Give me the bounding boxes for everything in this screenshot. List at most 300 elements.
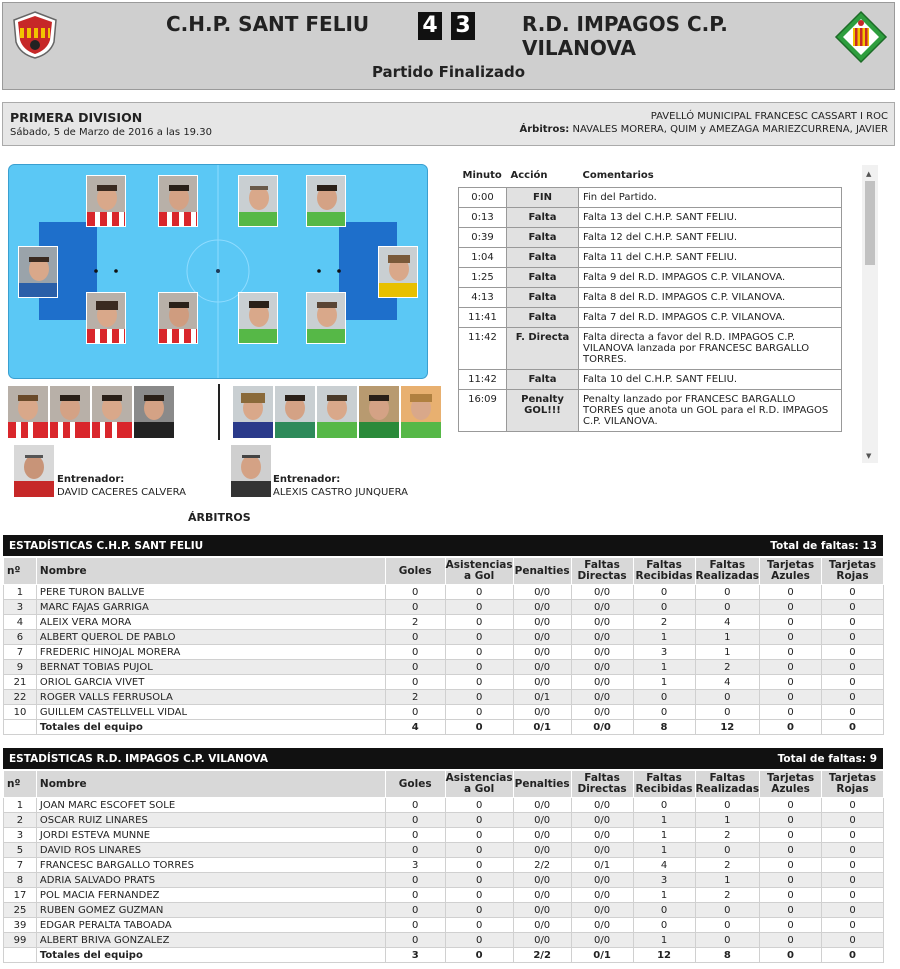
events-header-minute: Minuto bbox=[462, 170, 502, 182]
stat-cell: 9 bbox=[4, 660, 37, 675]
event-row bbox=[459, 227, 842, 247]
stats-row bbox=[4, 660, 884, 675]
totals-cell: 0/1 bbox=[513, 720, 571, 735]
stat-cell: 0/0 bbox=[571, 630, 633, 645]
home-score: 4 bbox=[418, 12, 442, 40]
stat-cell: 0 bbox=[445, 888, 513, 903]
events-table bbox=[458, 165, 842, 432]
stat-cell: 0/0 bbox=[513, 585, 571, 600]
stat-cell: 0 bbox=[445, 903, 513, 918]
stat-cell: 0 bbox=[445, 828, 513, 843]
stat-cell: 0/0 bbox=[513, 615, 571, 630]
event-comment: Fin del Partido. bbox=[579, 187, 842, 207]
event-minute: 1:25 bbox=[459, 267, 507, 287]
stat-cell: 0 bbox=[822, 858, 884, 873]
stat-cell: 5 bbox=[4, 843, 37, 858]
away-bench-photo[interactable] bbox=[233, 386, 273, 438]
stats-row bbox=[4, 600, 884, 615]
home-player-photo[interactable] bbox=[86, 175, 126, 227]
stat-cell: 0/0 bbox=[513, 918, 571, 933]
stat-cell: 0/0 bbox=[571, 933, 633, 948]
stat-cell: 1 bbox=[633, 813, 695, 828]
stat-cell: 1 bbox=[4, 798, 37, 813]
stat-cell: 0 bbox=[821, 660, 883, 675]
player-name[interactable]: ROGER VALLS FERRUSOLA bbox=[36, 690, 385, 705]
stats-header: Tarjetas Rojas bbox=[822, 771, 884, 798]
stat-cell: 21 bbox=[4, 675, 37, 690]
stat-cell: 2 bbox=[695, 828, 760, 843]
futsal-pitch bbox=[8, 164, 428, 379]
stats-header: Asistencias a Gol bbox=[445, 771, 513, 798]
home-player-photo[interactable] bbox=[158, 175, 198, 227]
away-player-photo[interactable] bbox=[306, 175, 346, 227]
referees-title: ÁRBITROS bbox=[188, 511, 251, 524]
referees-names: NAVALES MORERA, QUIM y AMEZAGA MARIEZCURRENA, JAVIER bbox=[572, 124, 888, 135]
stat-cell: 4 bbox=[4, 615, 37, 630]
stats-header: Tarjetas Azules bbox=[760, 771, 822, 798]
stats-row bbox=[4, 585, 884, 600]
event-minute: 11:42 bbox=[459, 369, 507, 389]
home-team-name[interactable]: C.H.P. SANT FELIU bbox=[166, 12, 370, 36]
event-row bbox=[459, 389, 842, 431]
stat-cell: 0 bbox=[385, 933, 445, 948]
away-bench-photo[interactable] bbox=[317, 386, 357, 438]
player-name[interactable]: OSCAR RUIZ LINARES bbox=[36, 813, 385, 828]
stat-cell: 0/0 bbox=[571, 828, 633, 843]
stats-header: Goles bbox=[385, 771, 445, 798]
player-name[interactable]: ALEIX VERA MORA bbox=[36, 615, 385, 630]
stat-cell: 0 bbox=[385, 918, 445, 933]
stat-cell: 0 bbox=[445, 660, 513, 675]
stat-cell: 0/0 bbox=[571, 918, 633, 933]
stats-row bbox=[4, 690, 884, 705]
player-name[interactable]: PERE TURON BALLVE bbox=[36, 585, 385, 600]
stat-cell: 0 bbox=[821, 705, 883, 720]
stat-cell: 0 bbox=[445, 690, 513, 705]
away-goalkeeper-photo[interactable] bbox=[378, 246, 418, 298]
stat-cell: 0 bbox=[633, 903, 695, 918]
event-action: Falta bbox=[507, 267, 579, 287]
home-coach-photo[interactable] bbox=[14, 445, 54, 497]
stat-cell: 0/0 bbox=[513, 873, 571, 888]
stat-cell: 0 bbox=[633, 600, 695, 615]
stats-row bbox=[4, 630, 884, 645]
totals-cell: 0 bbox=[445, 948, 513, 963]
player-name[interactable]: JOAN MARC ESCOFET SOLE bbox=[36, 798, 385, 813]
stat-cell: 1 bbox=[633, 843, 695, 858]
player-name[interactable]: ADRIA SALVADO PRATS bbox=[36, 873, 385, 888]
venue: PAVELLÓ MUNICIPAL FRANCESC CASSART I ROC bbox=[650, 111, 888, 122]
home-coach-label: Entrenador: bbox=[57, 474, 125, 485]
away-player-photo[interactable] bbox=[238, 175, 278, 227]
totals-cell: Totales del equipo bbox=[36, 948, 385, 963]
event-comment: Penalty lanzado por FRANCESC BARGALLO TORRES que anota un GOL para el R.D. IMPAGOS C.P. VILANOVA. bbox=[579, 389, 842, 431]
stat-cell: 0 bbox=[385, 903, 445, 918]
stat-cell: 0 bbox=[695, 918, 760, 933]
player-name[interactable]: ALBERT BRIVA GONZALEZ bbox=[36, 933, 385, 948]
stats-header: Faltas Recibidas bbox=[633, 771, 695, 798]
stat-cell: 0 bbox=[445, 798, 513, 813]
stat-cell: 4 bbox=[633, 858, 695, 873]
home-total-fouls: Total de faltas: 13 bbox=[770, 540, 877, 552]
stats-row bbox=[4, 798, 884, 813]
event-comment: Falta 12 del C.H.P. SANT FELIU. bbox=[579, 227, 842, 247]
stat-cell: 0 bbox=[385, 660, 445, 675]
stat-cell: 1 bbox=[633, 888, 695, 903]
stat-cell: 0 bbox=[821, 675, 883, 690]
away-stats-title: ESTADÍSTICAS R.D. IMPAGOS C.P. VILANOVA bbox=[9, 753, 269, 765]
stat-cell: 0/0 bbox=[513, 813, 571, 828]
event-row bbox=[459, 307, 842, 327]
stat-cell: 0/0 bbox=[571, 615, 633, 630]
stat-cell: 0 bbox=[445, 843, 513, 858]
stat-cell: 1 bbox=[633, 933, 695, 948]
player-name[interactable]: FREDERIC HINOJAL MORERA bbox=[36, 645, 385, 660]
stat-cell: 0 bbox=[445, 645, 513, 660]
stats-row bbox=[4, 645, 884, 660]
player-name[interactable]: FRANCESC BARGALLO TORRES bbox=[36, 858, 385, 873]
stat-cell: 2 bbox=[695, 888, 760, 903]
event-action: FIN bbox=[507, 187, 579, 207]
stat-cell: 4 bbox=[695, 615, 760, 630]
stat-cell: 3 bbox=[633, 873, 695, 888]
stat-cell: 0 bbox=[760, 933, 822, 948]
stat-cell: 0/0 bbox=[513, 933, 571, 948]
stat-cell: 99 bbox=[4, 933, 37, 948]
stat-cell: 0 bbox=[633, 798, 695, 813]
stat-cell: 0 bbox=[760, 903, 822, 918]
event-comment: Falta 8 del R.D. IMPAGOS C.P. VILANOVA. bbox=[579, 287, 842, 307]
stat-cell: 0 bbox=[821, 630, 883, 645]
stats-row bbox=[4, 888, 884, 903]
stat-cell: 0/0 bbox=[571, 888, 633, 903]
stat-cell: 0 bbox=[445, 933, 513, 948]
stat-cell: 2 bbox=[633, 615, 695, 630]
away-coach-photo[interactable] bbox=[231, 445, 271, 497]
home-stats-bar bbox=[3, 535, 883, 556]
event-row bbox=[459, 187, 842, 207]
referees-line bbox=[519, 124, 888, 135]
away-bench-photo[interactable] bbox=[275, 386, 315, 438]
away-stats-table bbox=[3, 770, 884, 963]
event-minute: 11:42 bbox=[459, 327, 507, 369]
stat-cell: 1 bbox=[633, 660, 695, 675]
stat-cell: 0 bbox=[760, 600, 822, 615]
stat-cell: 0/0 bbox=[571, 600, 633, 615]
stat-cell: 0/0 bbox=[571, 585, 633, 600]
stat-cell: 0/0 bbox=[513, 705, 571, 720]
events-header-action: Acción bbox=[510, 170, 548, 182]
stats-header: Nombre bbox=[36, 558, 385, 585]
totals-cell: 3 bbox=[385, 948, 445, 963]
stat-cell: 0 bbox=[821, 600, 883, 615]
referees-label: Árbitros: bbox=[519, 124, 570, 135]
stat-cell: 25 bbox=[4, 903, 37, 918]
stat-cell: 0 bbox=[822, 843, 884, 858]
stats-header: Tarjetas Azules bbox=[760, 558, 822, 585]
event-row bbox=[459, 267, 842, 287]
totals-cell: 0 bbox=[445, 720, 513, 735]
stats-header: Faltas Realizadas bbox=[695, 558, 760, 585]
player-name[interactable]: POL MACIA FERNANDEZ bbox=[36, 888, 385, 903]
stats-row bbox=[4, 843, 884, 858]
stat-cell: 0/0 bbox=[513, 660, 571, 675]
stat-cell: 0/0 bbox=[513, 828, 571, 843]
event-row bbox=[459, 369, 842, 389]
player-name[interactable]: ALBERT QUEROL DE PABLO bbox=[36, 630, 385, 645]
home-bench-photo[interactable] bbox=[8, 386, 48, 438]
stats-row bbox=[4, 813, 884, 828]
stat-cell: 0 bbox=[760, 873, 822, 888]
home-bench-photo[interactable] bbox=[134, 386, 174, 438]
event-comment: Falta directa a favor del R.D. IMPAGOS C.P. VILANOVA lanzada por FRANCESC BARGALLO TORRES. bbox=[579, 327, 842, 369]
stat-cell: 0/0 bbox=[571, 705, 633, 720]
stat-cell: 0 bbox=[385, 798, 445, 813]
stats-row bbox=[4, 903, 884, 918]
stats-header: Faltas Directas bbox=[571, 771, 633, 798]
player-name[interactable]: JORDI ESTEVA MUNNE bbox=[36, 828, 385, 843]
match-date: Sábado, 5 de Marzo de 2016 a las 19.30 bbox=[10, 127, 212, 138]
stat-cell: 0 bbox=[385, 705, 445, 720]
stat-cell: 0 bbox=[822, 933, 884, 948]
stat-cell: 4 bbox=[695, 675, 760, 690]
event-comment: Falta 11 del C.H.P. SANT FELIU. bbox=[579, 247, 842, 267]
stat-cell: 0/0 bbox=[571, 690, 633, 705]
away-coach-label: Entrenador: bbox=[273, 474, 341, 485]
stat-cell: 2 bbox=[4, 813, 37, 828]
event-comment: Falta 13 del C.H.P. SANT FELIU. bbox=[579, 207, 842, 227]
event-row bbox=[459, 287, 842, 307]
stat-cell: 0 bbox=[695, 585, 760, 600]
stat-cell: 1 bbox=[633, 675, 695, 690]
totals-cell: 0 bbox=[821, 720, 883, 735]
stat-cell: 1 bbox=[633, 630, 695, 645]
home-stats-title: ESTADÍSTICAS C.H.P. SANT FELIU bbox=[9, 540, 204, 552]
events-scrollbar[interactable] bbox=[862, 165, 878, 463]
event-action: Falta bbox=[507, 287, 579, 307]
stat-cell: 0 bbox=[445, 675, 513, 690]
stat-cell: 2 bbox=[695, 858, 760, 873]
stat-cell: 0/0 bbox=[571, 843, 633, 858]
stat-cell: 0 bbox=[695, 690, 760, 705]
stat-cell: 0 bbox=[760, 843, 822, 858]
stat-cell: 0/0 bbox=[571, 813, 633, 828]
stat-cell: 0 bbox=[760, 798, 822, 813]
stat-cell: 0 bbox=[445, 873, 513, 888]
event-comment: Falta 10 del C.H.P. SANT FELIU. bbox=[579, 369, 842, 389]
stat-cell: 0 bbox=[445, 813, 513, 828]
stat-cell: 0 bbox=[633, 705, 695, 720]
stat-cell: 0/0 bbox=[513, 888, 571, 903]
totals-cell: 0/1 bbox=[571, 948, 633, 963]
away-team-crest-icon bbox=[834, 10, 888, 64]
scroll-up-icon[interactable]: ▲ bbox=[866, 170, 872, 178]
stats-header: nº bbox=[4, 558, 37, 585]
totals-cell: 12 bbox=[695, 720, 760, 735]
stat-cell: 0 bbox=[822, 888, 884, 903]
bench-divider bbox=[218, 384, 220, 440]
stat-cell: 0 bbox=[760, 705, 822, 720]
stat-cell: 1 bbox=[695, 630, 760, 645]
stat-cell: 0/1 bbox=[571, 858, 633, 873]
totals-cell: 8 bbox=[695, 948, 760, 963]
stat-cell: 0 bbox=[760, 675, 822, 690]
stat-cell: 0 bbox=[760, 828, 822, 843]
stat-cell: 0 bbox=[633, 918, 695, 933]
stats-header: Tarjetas Rojas bbox=[821, 558, 883, 585]
home-goalkeeper-photo[interactable] bbox=[18, 246, 58, 298]
stat-cell: 8 bbox=[4, 873, 37, 888]
away-total-fouls: Total de faltas: 9 bbox=[777, 753, 877, 765]
away-player-photo[interactable] bbox=[238, 292, 278, 344]
stat-cell: 1 bbox=[633, 828, 695, 843]
stat-cell: 0/0 bbox=[571, 903, 633, 918]
event-minute: 1:04 bbox=[459, 247, 507, 267]
stat-cell: 1 bbox=[4, 585, 37, 600]
scrollbar-thumb[interactable] bbox=[865, 181, 875, 265]
player-name[interactable]: GUILLEM CASTELLVELL VIDAL bbox=[36, 705, 385, 720]
stat-cell: 0 bbox=[385, 585, 445, 600]
stat-cell: 0 bbox=[822, 798, 884, 813]
stat-cell: 7 bbox=[4, 645, 37, 660]
totals-cell: 0 bbox=[760, 720, 822, 735]
stat-cell: 22 bbox=[4, 690, 37, 705]
event-minute: 11:41 bbox=[459, 307, 507, 327]
stats-header: Faltas Recibidas bbox=[633, 558, 695, 585]
totals-cell: Totales del equipo bbox=[36, 720, 385, 735]
stat-cell: 17 bbox=[4, 888, 37, 903]
stat-cell: 7 bbox=[4, 858, 37, 873]
stat-cell: 3 bbox=[385, 858, 445, 873]
totals-cell bbox=[4, 720, 37, 735]
stat-cell: 3 bbox=[4, 600, 37, 615]
home-bench-photo[interactable] bbox=[50, 386, 90, 438]
event-action: Falta bbox=[507, 207, 579, 227]
home-coach-name[interactable]: DAVID CACERES CALVERA bbox=[57, 487, 186, 498]
stat-cell: 0 bbox=[760, 630, 822, 645]
home-player-photo[interactable] bbox=[158, 292, 198, 344]
stat-cell: 0 bbox=[760, 918, 822, 933]
home-bench-photo[interactable] bbox=[92, 386, 132, 438]
stat-cell: 0 bbox=[821, 615, 883, 630]
stat-cell: 3 bbox=[4, 828, 37, 843]
totals-cell: 2/2 bbox=[513, 948, 571, 963]
stat-cell: 0 bbox=[822, 918, 884, 933]
stat-cell: 0/0 bbox=[513, 843, 571, 858]
stat-cell: 0 bbox=[822, 828, 884, 843]
stats-row bbox=[4, 918, 884, 933]
event-comment: Falta 7 del R.D. IMPAGOS C.P. VILANOVA. bbox=[579, 307, 842, 327]
stat-cell: 0/0 bbox=[513, 645, 571, 660]
events-header-comments: Comentarios bbox=[582, 170, 654, 182]
stat-cell: 6 bbox=[4, 630, 37, 645]
event-action: Penalty GOL!!! bbox=[507, 389, 579, 431]
player-name[interactable]: RUBEN GOMEZ GUZMAN bbox=[36, 903, 385, 918]
stat-cell: 0/1 bbox=[513, 690, 571, 705]
stat-cell: 0 bbox=[695, 903, 760, 918]
player-name[interactable]: ORIOL GARCIA VIVET bbox=[36, 675, 385, 690]
stats-row bbox=[4, 828, 884, 843]
stats-header: Faltas Realizadas bbox=[695, 771, 760, 798]
stat-cell: 0 bbox=[633, 585, 695, 600]
stat-cell: 0/0 bbox=[571, 873, 633, 888]
scroll-down-icon[interactable]: ▼ bbox=[866, 452, 872, 460]
away-score: 3 bbox=[451, 12, 475, 40]
events-panel[interactable] bbox=[458, 165, 878, 463]
away-coach-name[interactable]: ALEXIS CASTRO JUNQUERA bbox=[273, 487, 408, 498]
stat-cell: 0 bbox=[385, 873, 445, 888]
stats-row bbox=[4, 615, 884, 630]
stat-cell: 2 bbox=[385, 615, 445, 630]
away-player-photo[interactable] bbox=[306, 292, 346, 344]
stats-header: Nombre bbox=[36, 771, 385, 798]
event-row bbox=[459, 327, 842, 369]
stat-cell: 0/0 bbox=[513, 675, 571, 690]
stat-cell: 0 bbox=[385, 813, 445, 828]
home-team-crest-icon bbox=[10, 10, 60, 60]
division-label: PRIMERA DIVISION bbox=[10, 110, 143, 125]
stat-cell: 2 bbox=[695, 660, 760, 675]
stat-cell: 10 bbox=[4, 705, 37, 720]
event-action: Falta bbox=[507, 307, 579, 327]
stat-cell: 0 bbox=[445, 630, 513, 645]
event-minute: 0:00 bbox=[459, 187, 507, 207]
player-name[interactable]: EDGAR PERALTA TABOADA bbox=[36, 918, 385, 933]
stats-row bbox=[4, 873, 884, 888]
stat-cell: 0/0 bbox=[513, 798, 571, 813]
stat-cell: 0 bbox=[695, 798, 760, 813]
stat-cell: 0 bbox=[633, 690, 695, 705]
player-name[interactable]: BERNAT TOBIAS PUJOL bbox=[36, 660, 385, 675]
totals-cell: 12 bbox=[633, 948, 695, 963]
away-bench-photo[interactable] bbox=[401, 386, 441, 438]
stat-cell: 1 bbox=[695, 813, 760, 828]
stat-cell: 0 bbox=[822, 873, 884, 888]
event-row bbox=[459, 247, 842, 267]
stat-cell: 0 bbox=[385, 600, 445, 615]
stat-cell: 0 bbox=[445, 705, 513, 720]
event-action: F. Directa bbox=[507, 327, 579, 369]
stat-cell: 0 bbox=[821, 645, 883, 660]
stat-cell: 3 bbox=[633, 645, 695, 660]
player-name[interactable]: DAVID ROS LINARES bbox=[36, 843, 385, 858]
stats-header: Asistencias a Gol bbox=[445, 558, 513, 585]
stats-row bbox=[4, 858, 884, 873]
stat-cell: 0 bbox=[760, 813, 822, 828]
home-player-photo[interactable] bbox=[86, 292, 126, 344]
stats-row bbox=[4, 705, 884, 720]
stat-cell: 0 bbox=[695, 600, 760, 615]
stat-cell: 0 bbox=[760, 615, 822, 630]
stats-totals-row bbox=[4, 948, 884, 963]
totals-cell: 4 bbox=[385, 720, 445, 735]
totals-cell: 0 bbox=[822, 948, 884, 963]
player-name[interactable]: MARC FAJAS GARRIGA bbox=[36, 600, 385, 615]
stat-cell: 0 bbox=[445, 600, 513, 615]
event-minute: 0:13 bbox=[459, 207, 507, 227]
stat-cell: 0 bbox=[445, 615, 513, 630]
stats-row bbox=[4, 675, 884, 690]
away-team-name[interactable]: R.D. IMPAGOS C.P. VILANOVA bbox=[522, 12, 728, 60]
stat-cell: 0 bbox=[385, 843, 445, 858]
stats-header: Goles bbox=[385, 558, 445, 585]
stat-cell: 0 bbox=[822, 813, 884, 828]
event-row bbox=[459, 207, 842, 227]
stat-cell: 1 bbox=[695, 873, 760, 888]
stats-row bbox=[4, 933, 884, 948]
away-bench-photo[interactable] bbox=[359, 386, 399, 438]
event-action: Falta bbox=[507, 247, 579, 267]
